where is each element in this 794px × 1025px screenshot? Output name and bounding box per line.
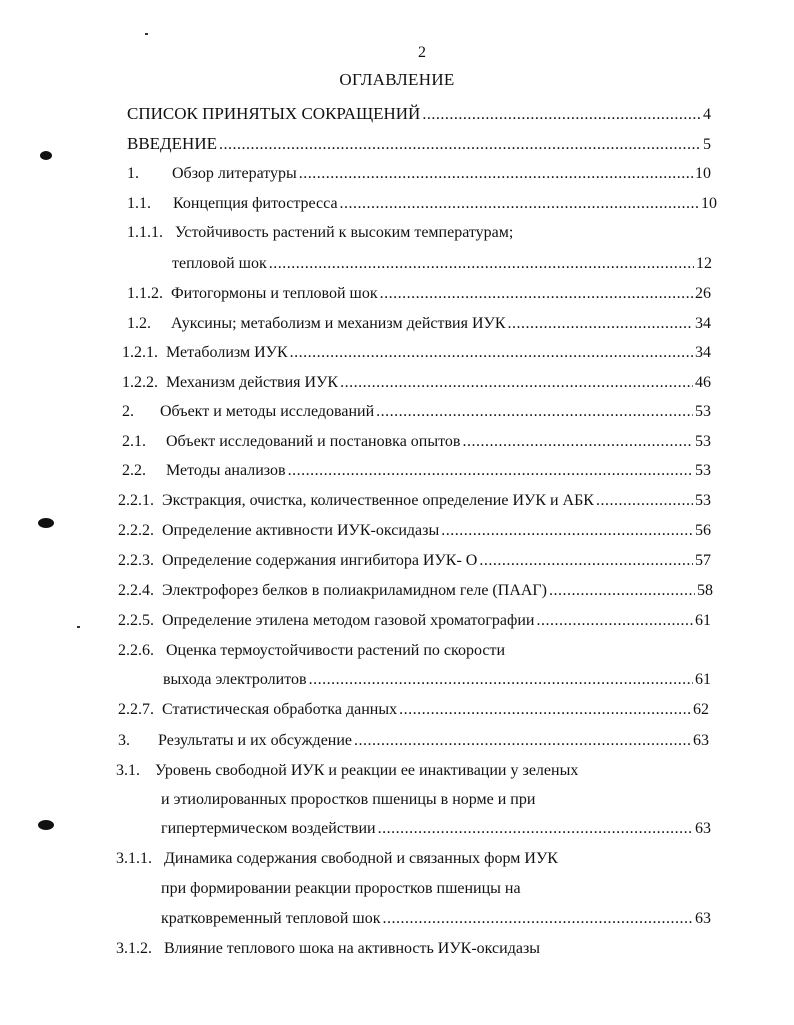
toc-entry-page: 63 (695, 820, 711, 837)
toc-entry[interactable] (127, 163, 711, 185)
toc-entry-text-cont: выхода электролитов (163, 671, 307, 688)
toc-leader-dots (376, 401, 693, 423)
toc-leader-dots (299, 163, 693, 185)
toc-entry-page: 57 (695, 552, 711, 569)
toc-entry-number: 1.1.2. (127, 285, 163, 302)
toc-entry[interactable] (116, 760, 578, 782)
page-title: ОГЛАВЛЕНИЕ (339, 70, 455, 89)
toc-entry-number: 2.2. (122, 462, 146, 479)
toc-entry-page: 53 (695, 433, 711, 450)
toc-leader-dots (288, 460, 693, 482)
toc-entry-number: 3.1.2. (116, 940, 152, 957)
toc-entry-text: Электрофорез белков в полиакриламидном геле (ПААГ) (162, 582, 547, 599)
toc-entry-text: Обзор литературы (172, 165, 297, 182)
toc-entry-text: Фитогормоны и тепловой шок (171, 285, 378, 302)
toc-entry[interactable] (118, 490, 711, 512)
toc-entry-page: 61 (695, 671, 711, 688)
toc-entry-text: Методы анализов (166, 462, 286, 479)
toc-leader-dots (309, 669, 693, 691)
toc-entry-page: 10 (695, 165, 711, 182)
toc-entry-text: Объект исследований и постановка опытов (166, 433, 461, 450)
toc-entry-number: 2.2.5. (118, 612, 154, 629)
toc-entry-continuation[interactable] (161, 878, 521, 900)
toc-entry[interactable] (122, 372, 711, 394)
toc-leader-dots (399, 699, 691, 721)
toc-entry-number: 3.1.1. (116, 850, 152, 867)
toc-entry[interactable] (127, 222, 513, 244)
toc-entry-page: 34 (695, 315, 711, 332)
toc-entry-text-cont: тепловой шок (172, 255, 267, 272)
toc-entry-text: Результаты и их обсуждение (158, 732, 353, 749)
toc-entry-page: 12 (696, 255, 712, 272)
toc-entry[interactable] (122, 460, 711, 482)
toc-entry[interactable] (127, 133, 711, 155)
toc-leader-dots (290, 342, 693, 364)
toc-entry-page: 63 (695, 910, 711, 927)
toc-entry-number: 2.2.4. (118, 582, 154, 599)
toc-entry-page: 62 (693, 701, 709, 718)
toc-entry-text: Статистическая обработка данных (162, 701, 398, 718)
toc-entry[interactable] (127, 103, 711, 125)
toc-entry-number: 1. (127, 165, 139, 182)
punch-hole-mark (40, 151, 52, 160)
toc-entry-text: Определение активности ИУК-оксидазы (162, 522, 440, 539)
toc-entry-text: Оценка термоустойчивости растений по скорости (166, 642, 505, 659)
toc-entry-continuation[interactable] (172, 253, 712, 275)
toc-entry-number: 3. (118, 732, 130, 749)
toc-entry[interactable] (118, 580, 713, 602)
toc-entry-page: 63 (693, 732, 709, 749)
toc-entry-continuation[interactable] (161, 908, 711, 930)
toc-entry-number: 2.2.6. (118, 642, 154, 659)
toc-entry[interactable] (118, 699, 709, 721)
toc-entry[interactable] (118, 640, 505, 662)
toc-entry-number: 2.2.1. (118, 492, 154, 509)
toc-entry-text: Определение этилена методом газовой хроматографии (162, 612, 535, 629)
toc-entry-text: Уровень свободной ИУК и реакции ее инактивации у зеленых (155, 762, 579, 779)
toc-leader-dots (219, 134, 701, 156)
toc-leader-dots (340, 372, 693, 394)
toc-leader-dots (269, 253, 694, 275)
toc-leader-dots (441, 520, 693, 542)
toc-entry-text: Объект и методы исследований (160, 403, 375, 420)
toc-leader-dots (378, 818, 693, 840)
toc-entry-text: Влияние теплового шока на активность ИУК-оксидазы (164, 940, 541, 957)
toc-entry-number: 1.2.2. (122, 374, 158, 391)
toc-entry[interactable] (127, 313, 711, 335)
toc-entry-text: СПИСОК ПРИНЯТЫХ СОКРАЩЕНИЙ (127, 104, 421, 123)
toc-entry-number: 1.1.1. (127, 224, 163, 241)
toc-leader-dots (340, 193, 699, 215)
toc-entry-text: Ауксины; метаболизм и механизм действия ИУК (171, 315, 506, 332)
toc-entry-number: 1.2.1. (122, 344, 158, 361)
toc-entry-number: 2. (122, 403, 134, 420)
toc-entry[interactable] (116, 938, 540, 960)
toc-entry-text: Концепция фитостресса (173, 195, 338, 212)
toc-entry-continuation[interactable] (161, 818, 711, 840)
toc-entry-number: 1.1. (127, 195, 151, 212)
toc-entry-page: 53 (695, 462, 711, 479)
punch-hole-mark (38, 518, 54, 528)
toc-entry-text: Метаболизм ИУК (166, 344, 288, 361)
toc-entry-page: 10 (701, 195, 717, 212)
toc-entry[interactable] (127, 193, 717, 215)
toc-entry[interactable] (118, 520, 711, 542)
toc-leader-dots (536, 610, 693, 632)
toc-entry-continuation[interactable] (163, 669, 711, 691)
toc-entry-page: 53 (695, 403, 711, 420)
toc-entry[interactable] (118, 550, 711, 572)
punch-hole-mark (38, 820, 54, 830)
toc-entry-text: Динамика содержания свободной и связанных форм ИУК (164, 850, 558, 867)
toc-entry-page: 4 (703, 106, 711, 123)
toc-entry-text-cont: и этиолированных проростков пшеницы в норме и при (161, 791, 536, 808)
toc-entry-number: 2.1. (122, 433, 146, 450)
toc-entry-text-cont: кратковременный тепловой шок (161, 910, 381, 927)
toc-entry-page: 34 (695, 344, 711, 361)
toc-entry-number: 2.2.3. (118, 552, 154, 569)
toc-entry-text: Механизм действия ИУК (166, 374, 339, 391)
toc-entry[interactable] (118, 610, 711, 632)
toc-entry-text-cont: гипертермическом воздействии (161, 820, 376, 837)
toc-entry-page: 26 (695, 285, 711, 302)
toc-entry[interactable] (116, 848, 558, 870)
toc-entry-text: Определение содержания ингибитора ИУК- О (162, 552, 478, 569)
toc-entry-text: ВВЕДЕНИЕ (127, 134, 217, 153)
toc-entry-number: 1.2. (127, 315, 151, 332)
toc-entry-continuation[interactable] (161, 789, 535, 811)
toc-leader-dots (422, 104, 701, 126)
toc-entry-page: 56 (695, 522, 711, 539)
toc-entry-page: 46 (695, 374, 711, 391)
toc-entry-number: 2.2.2. (118, 522, 154, 539)
toc-entry-page: 53 (695, 492, 711, 509)
toc-leader-dots (380, 283, 693, 305)
toc-entry-page: 61 (695, 612, 711, 629)
toc-leader-dots (354, 730, 691, 752)
toc-entry-text: Экстракция, очистка, количественное определение ИУК и АБК (162, 492, 594, 509)
toc-entry[interactable] (122, 401, 711, 423)
toc-leader-dots (596, 490, 693, 512)
toc-entry-text: Устойчивость растений к высоким температурам; (175, 224, 514, 241)
toc-entry[interactable] (122, 431, 711, 453)
toc-leader-dots (479, 550, 693, 572)
scan-speck (145, 33, 148, 35)
toc-leader-dots (382, 908, 693, 930)
toc-entry-page: 58 (697, 582, 713, 599)
toc-leader-dots (508, 313, 693, 335)
toc-entry-number: 2.2.7. (118, 701, 154, 718)
toc-entry[interactable] (118, 730, 709, 752)
scan-speck (77, 626, 80, 628)
toc-leader-dots (462, 431, 693, 453)
toc-entry-number: 3.1. (116, 762, 140, 779)
toc-leader-dots (549, 580, 695, 602)
toc-entry[interactable] (122, 342, 711, 364)
toc-entry-text-cont: при формировании реакции проростков пшеницы на (161, 880, 521, 897)
toc-entry-page: 5 (703, 136, 711, 153)
page-number: 2 (418, 44, 426, 61)
toc-entry[interactable] (127, 283, 711, 305)
